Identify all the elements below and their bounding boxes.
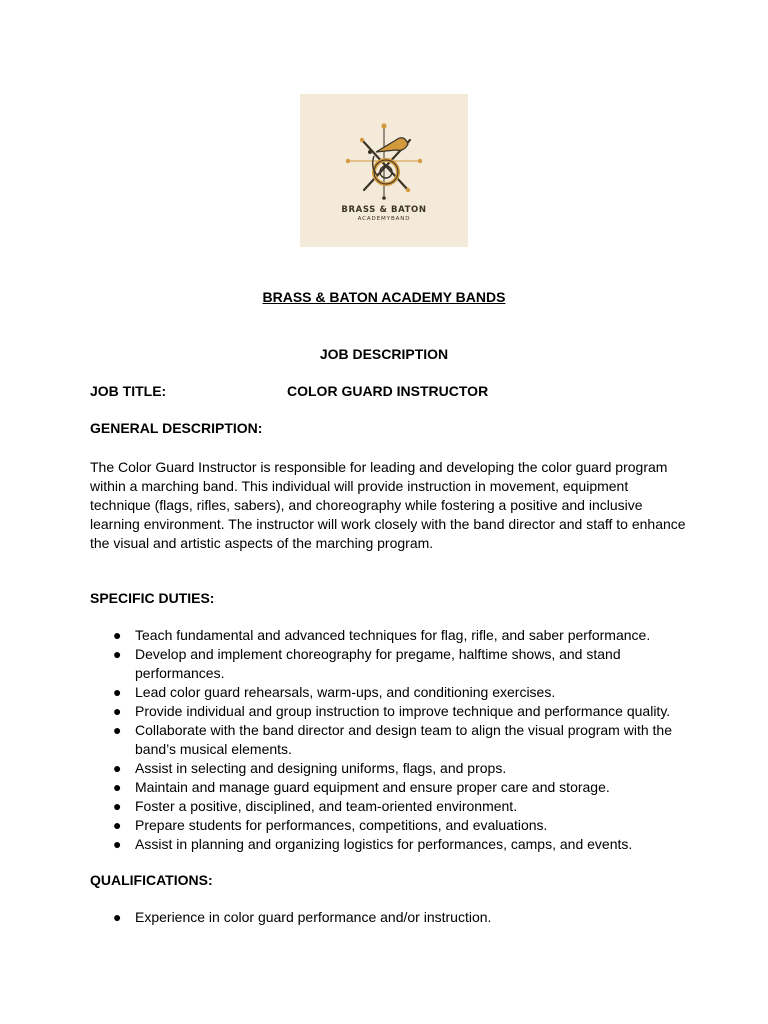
qualifications-list <box>90 908 680 927</box>
document-type: JOB DESCRIPTION <box>319 346 449 362</box>
list-item: ● Assist in selecting and designing uniforms, flags, and props. <box>113 760 507 776</box>
bullet-icon: ● <box>113 703 122 719</box>
bullet-icon: ● <box>113 798 122 814</box>
bullet-icon: ● <box>113 909 122 925</box>
brass-instrument-icon <box>300 94 468 247</box>
bullet-icon: ● <box>113 646 122 662</box>
logo-title: BRASS & BATON <box>341 205 427 215</box>
general-description-heading: GENERAL DESCRIPTION: <box>90 420 263 436</box>
bullet-icon: ● <box>113 722 122 738</box>
org-title: BRASS & BATON ACADEMY BANDS <box>262 289 506 305</box>
list-item: ● Teach fundamental and advanced techniques for flag, rifle, and saber performance. <box>113 627 651 643</box>
list-item: ● Provide individual and group instruction to improve technique and performance quality. <box>113 703 671 719</box>
duties-list <box>90 626 680 854</box>
brass-baton-logo <box>300 94 468 247</box>
qualifications-heading: QUALIFICATIONS: <box>90 872 213 888</box>
bullet-icon: ● <box>113 760 122 776</box>
logo-subtitle: ACADEMYBAND <box>357 216 411 222</box>
general-description-text: The Color Guard Instructor is responsible for leading and developing the color guard program within a marching band. This individual will provide instruction in movement, equipment technique (flags, rifles, sabers), and choreography while fostering a positive and inclusive learning environment. The instructor will work closely with the band director and staff to enhance the visual and artistic aspects of the marching program. <box>90 459 686 551</box>
bullet-icon: ● <box>113 836 122 852</box>
bullet-icon: ● <box>113 779 122 795</box>
list-item: ● Maintain and manage guard equipment and ensure proper care and storage. <box>113 779 610 795</box>
job-title-value: COLOR GUARD INSTRUCTOR <box>287 383 489 399</box>
list-item: ● Prepare students for performances, competitions, and evaluations. <box>113 817 548 833</box>
list-item: ● Foster a positive, disciplined, and team-oriented environment. <box>113 798 518 814</box>
list-item: ● Collaborate with the band director and design team to align the visual program with the band’s musical elements. <box>113 722 672 757</box>
list-item: ● Lead color guard rehearsals, warm-ups, and conditioning exercises. <box>113 684 556 700</box>
list-item: ● Experience in color guard performance and/or instruction. <box>113 909 492 925</box>
list-item: ● Assist in planning and organizing logistics for performances, camps, and events. <box>113 836 633 852</box>
bullet-icon: ● <box>113 627 122 643</box>
specific-duties-heading: SPECIFIC DUTIES: <box>90 590 215 606</box>
bullet-icon: ● <box>113 684 122 700</box>
bullet-icon: ● <box>113 817 122 833</box>
list-item: ● Develop and implement choreography for pregame, halftime shows, and stand performances. <box>113 646 621 681</box>
job-title-label: JOB TITLE: <box>90 383 167 399</box>
